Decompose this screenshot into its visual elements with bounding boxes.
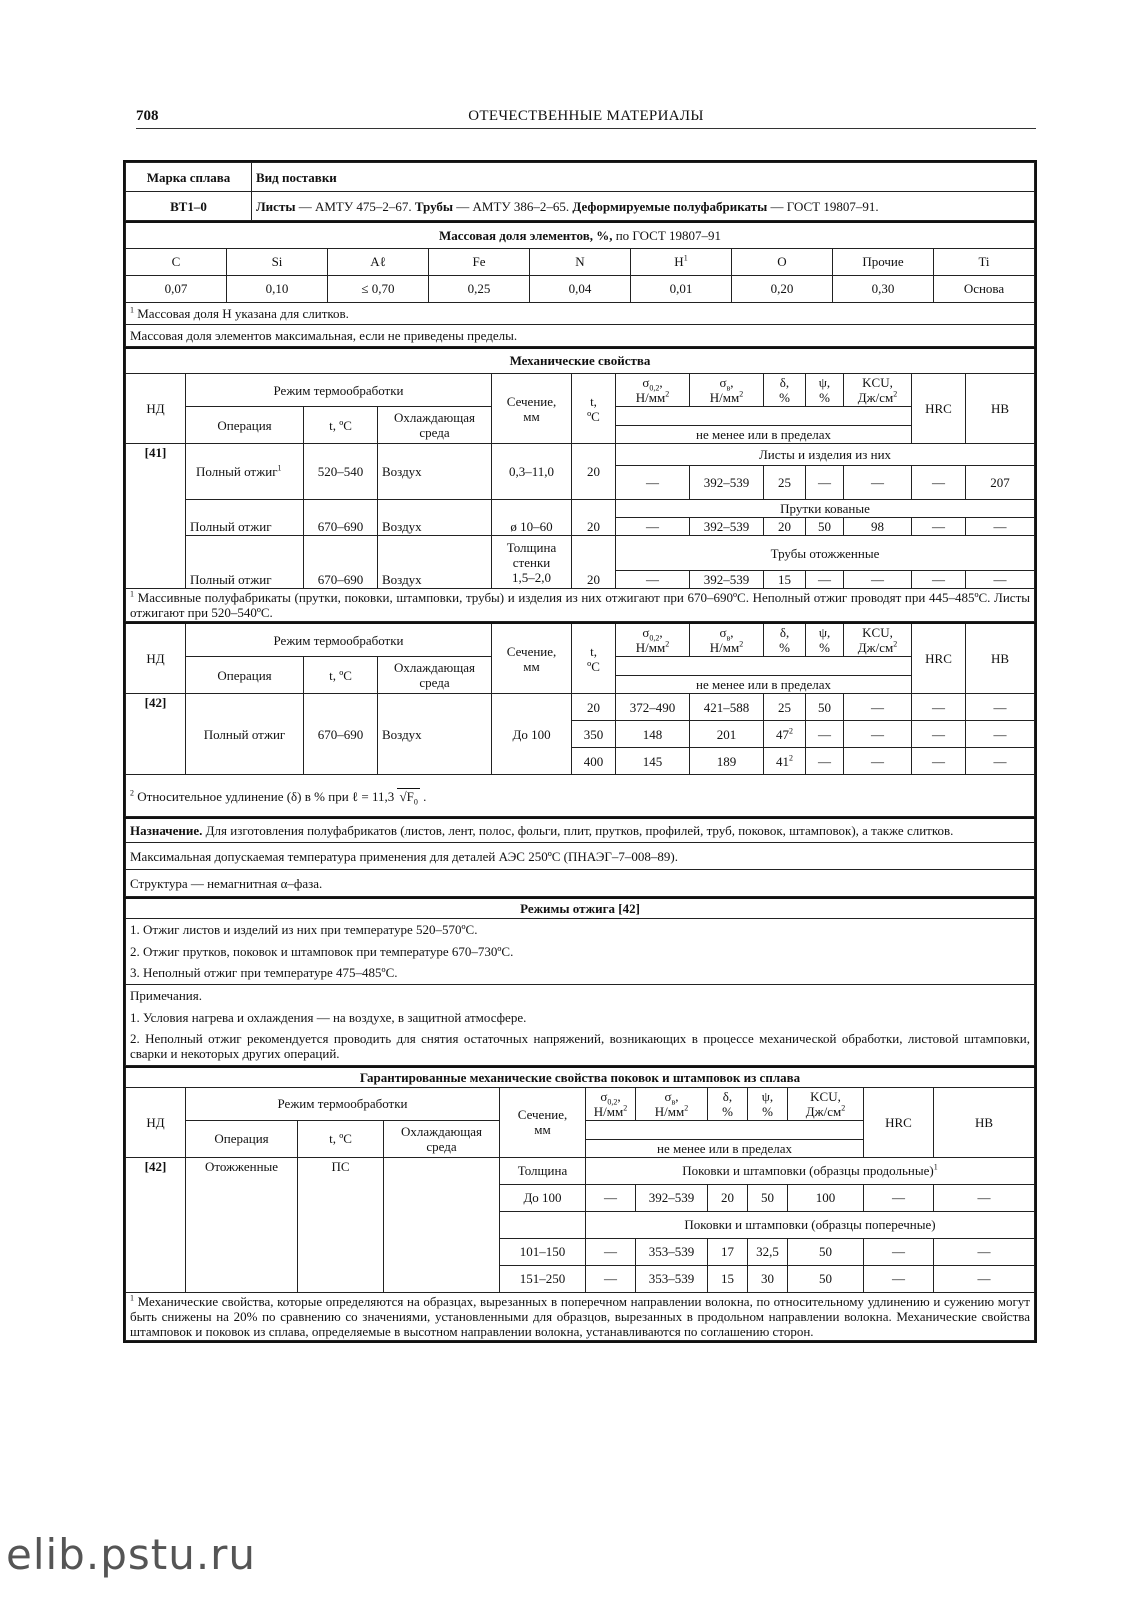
- section-cell: Толщина стенки 1,5–2,0: [492, 536, 572, 589]
- col-mode: Режим термообработки: [186, 1087, 500, 1120]
- col-delta: δ, %: [708, 1087, 748, 1120]
- anneal-item: 2. Отжиг прутков, поковок и штамповок при температуре 670–730ºC.: [126, 940, 1035, 962]
- col-section: Сечение, мм: [500, 1087, 586, 1157]
- anneal-title: Режимы отжига [42]: [126, 898, 1035, 918]
- cooling-cell: Воздух: [378, 536, 492, 589]
- col-s02: $\sigma_{0,2}$, $Н/мм^2$: [616, 623, 690, 657]
- col-psi: ψ, %: [806, 623, 844, 657]
- purpose-table: [125, 817, 1035, 897]
- section-cell: ø 10–60: [492, 500, 572, 536]
- col-cooling: Охлаждающая среда: [384, 1120, 500, 1157]
- page-header: [136, 106, 1036, 129]
- mech-title: Механические свойства: [126, 348, 1035, 374]
- element-header: N: [530, 248, 631, 275]
- notes-item: 2. Неполный отжиг рекомендуется проводить для снятия остаточных напряжений, возникающих в процессе механической обработки, листовой штамповки, сварки и некоторых других операций.: [126, 1028, 1035, 1066]
- grade-value: ВТ1–0: [126, 192, 252, 221]
- purpose-text: Назначение. Для изготовления полуфабрикатов (листов, лент, полос, фольги, плит, прутков, профилей, труб, поковок, штамповок), а также слитков.: [126, 818, 1035, 843]
- col-notless: не менее или в пределах: [616, 426, 912, 444]
- operation-cell: Полный отжиг: [186, 500, 304, 536]
- table-row: 350 148 201 $47^2$ — — — —: [126, 721, 1035, 748]
- subheader-sheets: Листы и изделия из них: [616, 444, 1035, 466]
- page-number: 708: [136, 108, 159, 124]
- forgings-table: [125, 1066, 1035, 1341]
- mech-note-2: $^2$ Относительное удлинение (δ) в % при ℓ = 11,3 $√F_0$ .: [126, 775, 1035, 817]
- page-title: ОТЕЧЕСТВЕННЫЕ МАТЕРИАЛЫ: [468, 108, 704, 124]
- purpose-structure: Структура — немагнитная α–фаза.: [126, 870, 1035, 897]
- ref-42: [42]: [126, 694, 186, 775]
- element-header: Прочие: [833, 248, 934, 275]
- notes-title: Примечания.: [126, 984, 1035, 1006]
- t-cell: 670–690: [304, 500, 378, 536]
- operation-cell: Полный отжиг$^1$: [186, 444, 304, 500]
- col-operation: Операция: [186, 407, 304, 444]
- operation-cell: Полный отжиг: [186, 694, 304, 775]
- col-notless: не менее или в пределах: [616, 676, 912, 694]
- anneal-table: [125, 897, 1035, 1066]
- col-cooling: Охлаждающая среда: [378, 657, 492, 694]
- section-cell: 0,3–11,0: [492, 444, 572, 500]
- section-cell: До 100: [492, 694, 572, 775]
- element-header: $H^1$: [631, 248, 732, 275]
- col-hb: HB: [966, 623, 1035, 694]
- col-section: Сечение, мм: [492, 623, 572, 694]
- element-header: Aℓ: [328, 248, 429, 275]
- element-value: ≤ 0,70: [328, 275, 429, 302]
- operation-cell: Отожженные: [186, 1157, 298, 1292]
- supply-label: Вид поставки: [252, 163, 1035, 192]
- subheader-longitudinal: Поковки и штамповки (образцы продольные)$^1$: [586, 1157, 1035, 1184]
- ref-42: [42]: [126, 1157, 186, 1292]
- col-nd: НД: [126, 1087, 186, 1157]
- col-operation: Операция: [186, 657, 304, 694]
- element-value: 0,01: [631, 275, 732, 302]
- subheader-bars: Прутки кованые: [616, 500, 1035, 518]
- composition-table: [125, 221, 1035, 347]
- table-row: — 392–539 15 — — — —: [126, 571, 1035, 589]
- col-nd: НД: [126, 623, 186, 694]
- col-delta: δ, %: [764, 623, 806, 657]
- table-row: 101–150 — 353–539 17 32,5 50 — —: [126, 1238, 1035, 1265]
- col-hb: HB: [934, 1087, 1035, 1157]
- t-cell: 670–690: [304, 536, 378, 589]
- col-temp: t, ºC: [572, 374, 616, 444]
- watermark: elib.pstu.ru: [6, 1530, 257, 1579]
- forgings-note: $^1$ Механические свойства, которые определяются на образцах, вырезанных в поперечном направлении волокна, по относительному удлинению и сужению могут быть снижены на 20% по сравнению со значениями, установленными для образцов, вырезанных в продольном направлении волокна. Механические свойства штамповок и поковок из сплава, определяемые в высотном направлении волокна, устанавливаются по соглашению сторон.: [126, 1292, 1035, 1340]
- table-row: 151–250 — 353–539 15 30 50 — —: [126, 1265, 1035, 1292]
- temp-cell: 20: [572, 536, 616, 589]
- temp-cell: 20: [572, 500, 616, 536]
- element-header: Ti: [934, 248, 1035, 275]
- col-psi: ψ, %: [748, 1087, 788, 1120]
- t-cell: 520–540: [304, 444, 378, 500]
- cooling-cell: [384, 1157, 500, 1292]
- element-header: Si: [227, 248, 328, 275]
- col-sv: $\sigma_в$, $Н/мм^2$: [636, 1087, 708, 1120]
- cooling-cell: Воздух: [378, 500, 492, 536]
- material-sheet: [123, 160, 1037, 1343]
- col-nd: НД: [126, 374, 186, 444]
- notes-item: 1. Условия нагрева и охлаждения — на воздухе, в защитной атмосфере.: [126, 1006, 1035, 1028]
- element-header: C: [126, 248, 227, 275]
- table-row: 400 145 189 $41^2$ — — — —: [126, 748, 1035, 775]
- col-s02: $\sigma_{0,2}$, $Н/мм^2$: [616, 374, 690, 407]
- element-value: Основа: [934, 275, 1035, 302]
- col-hrc: HRC: [864, 1087, 934, 1157]
- element-value: 0,20: [732, 275, 833, 302]
- cooling-cell: Воздух: [378, 444, 492, 500]
- col-sv: $\sigma_в$, $Н/мм^2$: [690, 374, 764, 407]
- table-row: [42] Полный отжиг 670–690 Воздух До 100 20 372–490 421–588 25 50 — — —: [126, 694, 1035, 721]
- grade-table: [125, 162, 1035, 221]
- composition-note-2: Массовая доля элементов максимальная, если не приведены пределы.: [126, 324, 1035, 346]
- grade-label: Марка сплава: [126, 163, 252, 192]
- purpose-max-temp: Максимальная допускаемая температура применения для деталей АЭС 250ºC (ПНАЭГ–7–008–89).: [126, 843, 1035, 870]
- section-thickness-label: Толщина: [500, 1157, 586, 1184]
- operation-cell: Полный отжиг: [186, 536, 304, 589]
- col-cooling: Охлаждающая среда: [378, 407, 492, 444]
- ref-41: [41]: [126, 444, 186, 589]
- element-header: O: [732, 248, 833, 275]
- element-value: 0,07: [126, 275, 227, 302]
- table-row: — 392–539 25 — — — 207: [126, 466, 1035, 500]
- table-row: — 392–539 20 50 98 — —: [126, 518, 1035, 536]
- col-mode: Режим термообработки: [186, 623, 492, 657]
- col-hrc: HRC: [912, 623, 966, 694]
- col-notless: не менее или в пределах: [586, 1139, 864, 1157]
- composition-title: Массовая доля элементов, %, по ГОСТ 19807–91: [126, 222, 1035, 248]
- t-cell: ПС: [298, 1157, 384, 1292]
- col-delta: δ, %: [764, 374, 806, 407]
- anneal-item: 3. Неполный отжиг при температуре 475–485ºC.: [126, 962, 1035, 984]
- col-hb: HB: [966, 374, 1035, 444]
- col-t: t, ºC: [298, 1120, 384, 1157]
- col-psi: ψ, %: [806, 374, 844, 407]
- anneal-item: 1. Отжиг листов и изделий из них при температуре 520–570ºC.: [126, 918, 1035, 940]
- supply-value: Листы — АМТУ 475–2–67. Трубы — АМТУ 386–2–65. Деформируемые полуфабрикаты — ГОСТ 19807–91.: [252, 192, 1035, 221]
- subheader-transverse: Поковки и штамповки (образцы поперечные): [586, 1211, 1035, 1238]
- col-sv: $\sigma_в$, $Н/мм^2$: [690, 623, 764, 657]
- col-t: t, ºC: [304, 407, 378, 444]
- col-hrc: HRC: [912, 374, 966, 444]
- col-kcu: KCU, $Дж/см^2$: [788, 1087, 864, 1120]
- col-kcu: KCU, $Дж/см^2$: [844, 623, 912, 657]
- element-value: 0,25: [429, 275, 530, 302]
- col-s02: $\sigma_{0,2}$, $Н/мм^2$: [586, 1087, 636, 1120]
- mech-table-1: [125, 347, 1035, 623]
- element-value: 0,30: [833, 275, 934, 302]
- table-row: До 100 — 392–539 20 50 100 — —: [126, 1184, 1035, 1211]
- subheader-tubes: Трубы отожженные: [616, 536, 1035, 571]
- composition-header-row: [126, 248, 1035, 275]
- forgings-title: Гарантированные механические свойства поковок и штамповок из сплава: [126, 1067, 1035, 1087]
- element-value: 0,10: [227, 275, 328, 302]
- col-section: Сечение, мм: [492, 374, 572, 444]
- col-mode: Режим термообработки: [186, 374, 492, 407]
- mech-note-1: $^1$ Массивные полуфабрикаты (прутки, поковки, штамповки, трубы) и изделия из них отжигают при 670–690ºC. Неполный отжиг проводят при 445–485ºC. Листы отжигают при 520–540ºC.: [126, 589, 1035, 622]
- mech-table-2: [125, 622, 1035, 817]
- col-temp: t, ºC: [572, 623, 616, 694]
- col-t: t, ºC: [304, 657, 378, 694]
- temp-cell: 20: [572, 444, 616, 500]
- col-operation: Операция: [186, 1120, 298, 1157]
- element-header: Fe: [429, 248, 530, 275]
- cooling-cell: Воздух: [378, 694, 492, 775]
- element-value: 0,04: [530, 275, 631, 302]
- composition-note-1: $^1$ Массовая доля H указана для слитков.: [126, 302, 1035, 324]
- composition-values-row: [126, 275, 1035, 302]
- t-cell: 670–690: [304, 694, 378, 775]
- col-kcu: KCU, $Дж/см^2$: [844, 374, 912, 407]
